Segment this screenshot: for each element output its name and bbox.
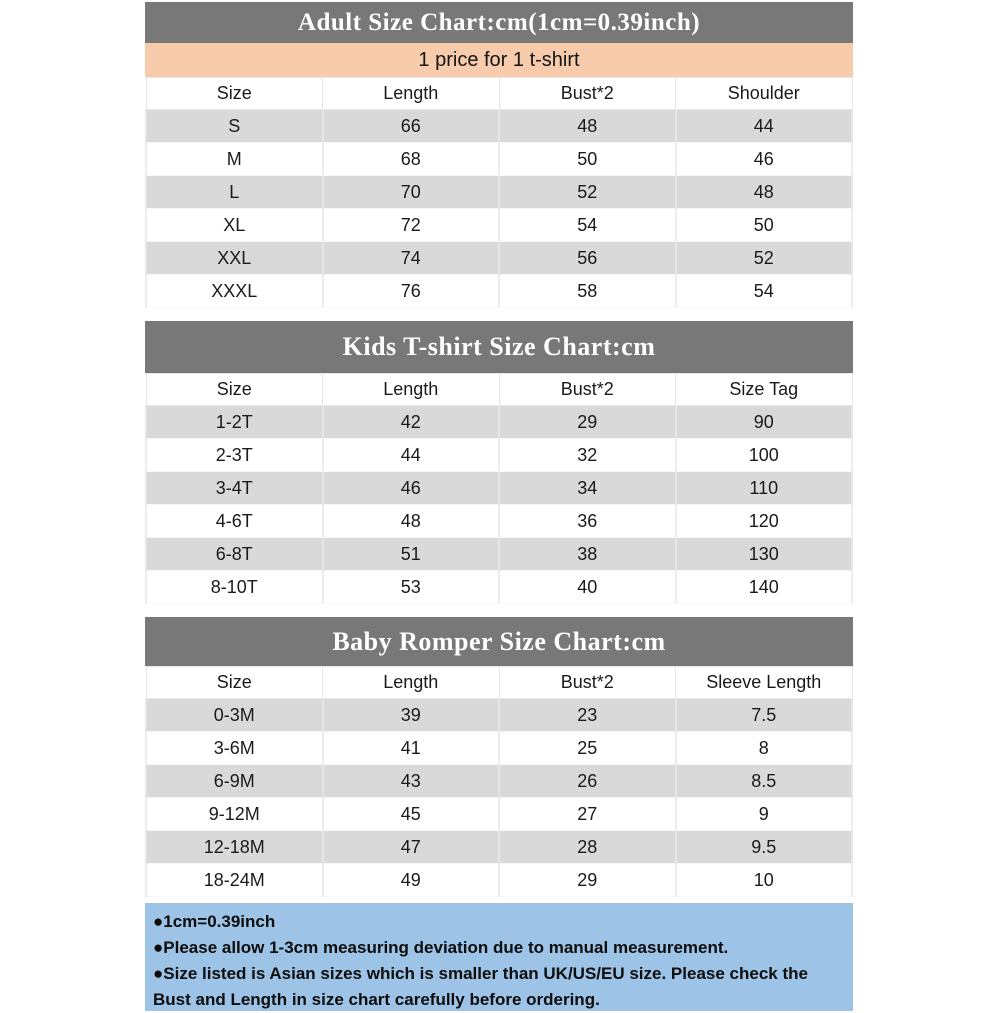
- column-header-row: [146, 374, 852, 406]
- table-row: [146, 472, 852, 505]
- measurement-cell: 8.5: [676, 765, 853, 798]
- measurement-cell: 58: [499, 275, 676, 308]
- measurement-cell: 51: [323, 538, 500, 571]
- measurement-cell: 44: [323, 439, 500, 472]
- baby-size-table: [145, 666, 853, 897]
- table-row: [146, 143, 852, 176]
- price-banner: 1 price for 1 t-shirt: [145, 43, 853, 77]
- size-label-cell: XL: [146, 209, 323, 242]
- measurement-cell: 46: [323, 472, 500, 505]
- section-adult-size-chart: [145, 2, 853, 308]
- table-row: [146, 765, 852, 798]
- measurement-cell: 56: [499, 242, 676, 275]
- size-label-cell: 6-9M: [146, 765, 323, 798]
- table-row: [146, 864, 852, 897]
- measurement-cell: 140: [676, 571, 853, 604]
- measurement-cell: 44: [676, 110, 853, 143]
- measurement-cell: 54: [499, 209, 676, 242]
- measurement-cell: 27: [499, 798, 676, 831]
- measurement-cell: 36: [499, 505, 676, 538]
- measurement-cell: 28: [499, 831, 676, 864]
- measurement-cell: 90: [676, 406, 853, 439]
- measurement-notes-footer: [145, 903, 853, 1011]
- size-label-cell: XXXL: [146, 275, 323, 308]
- table-row: [146, 699, 852, 732]
- measurement-cell: 34: [499, 472, 676, 505]
- measurement-cell: 49: [323, 864, 500, 897]
- measurement-cell: 25: [499, 732, 676, 765]
- column-header: Shoulder: [676, 78, 853, 110]
- column-header: Size: [146, 667, 323, 699]
- measurement-cell: 26: [499, 765, 676, 798]
- measurement-cell: 48: [676, 176, 853, 209]
- measurement-cell: 72: [323, 209, 500, 242]
- footer-note: ●Size listed is Asian sizes which is smaller than UK/US/EU size. Please check the Bust and Length in size chart carefully before ordering.: [153, 964, 808, 1009]
- measurement-cell: 40: [499, 571, 676, 604]
- table-row: [146, 242, 852, 275]
- size-label-cell: 12-18M: [146, 831, 323, 864]
- column-header: Size: [146, 374, 323, 406]
- table-row: [146, 176, 852, 209]
- column-header-row: [146, 78, 852, 110]
- measurement-cell: 39: [323, 699, 500, 732]
- table-row: [146, 110, 852, 143]
- column-header-row: [146, 667, 852, 699]
- measurement-cell: 32: [499, 439, 676, 472]
- measurement-cell: 23: [499, 699, 676, 732]
- table-row: [146, 275, 852, 308]
- section-baby-size-chart: [145, 617, 853, 897]
- measurement-cell: 10: [676, 864, 853, 897]
- measurement-cell: 70: [323, 176, 500, 209]
- measurement-cell: 47: [323, 831, 500, 864]
- measurement-cell: 52: [499, 176, 676, 209]
- size-label-cell: 1-2T: [146, 406, 323, 439]
- measurement-cell: 43: [323, 765, 500, 798]
- size-label-cell: 9-12M: [146, 798, 323, 831]
- table-row: [146, 505, 852, 538]
- table-row: [146, 406, 852, 439]
- measurement-cell: 29: [499, 864, 676, 897]
- measurement-cell: 110: [676, 472, 853, 505]
- measurement-cell: 54: [676, 275, 853, 308]
- size-label-cell: XXL: [146, 242, 323, 275]
- size-label-cell: L: [146, 176, 323, 209]
- footer-note: ●Please allow 1-3cm measuring deviation due to manual measurement.: [153, 938, 729, 957]
- measurement-cell: 41: [323, 732, 500, 765]
- measurement-cell: 48: [323, 505, 500, 538]
- measurement-cell: 9.5: [676, 831, 853, 864]
- size-label-cell: 3-6M: [146, 732, 323, 765]
- column-header: Length: [323, 374, 500, 406]
- measurement-cell: 8: [676, 732, 853, 765]
- measurement-cell: 50: [499, 143, 676, 176]
- adult-chart-title: Adult Size Chart:cm(1cm=0.39inch): [145, 2, 853, 43]
- measurement-cell: 52: [676, 242, 853, 275]
- measurement-cell: 38: [499, 538, 676, 571]
- column-header: Bust*2: [499, 374, 676, 406]
- size-label-cell: S: [146, 110, 323, 143]
- footer-note: ●1cm=0.39inch: [153, 912, 276, 931]
- baby-chart-title: Baby Romper Size Chart:cm: [145, 617, 853, 666]
- measurement-cell: 45: [323, 798, 500, 831]
- measurement-cell: 76: [323, 275, 500, 308]
- column-header: Size: [146, 78, 323, 110]
- measurement-cell: 53: [323, 571, 500, 604]
- size-label-cell: 18-24M: [146, 864, 323, 897]
- measurement-cell: 42: [323, 406, 500, 439]
- measurement-cell: 130: [676, 538, 853, 571]
- table-row: [146, 798, 852, 831]
- measurement-cell: 120: [676, 505, 853, 538]
- column-header: Size Tag: [676, 374, 853, 406]
- size-chart-document: [145, 2, 853, 1011]
- table-row: [146, 538, 852, 571]
- measurement-cell: 50: [676, 209, 853, 242]
- measurement-cell: 29: [499, 406, 676, 439]
- column-header: Sleeve Length: [676, 667, 853, 699]
- measurement-cell: 7.5: [676, 699, 853, 732]
- size-label-cell: 0-3M: [146, 699, 323, 732]
- column-header: Bust*2: [499, 667, 676, 699]
- measurement-cell: 48: [499, 110, 676, 143]
- size-label-cell: 8-10T: [146, 571, 323, 604]
- column-header: Length: [323, 667, 500, 699]
- kids-size-table: [145, 373, 853, 604]
- table-row: [146, 571, 852, 604]
- size-label-cell: 3-4T: [146, 472, 323, 505]
- table-row: [146, 209, 852, 242]
- column-header: Length: [323, 78, 500, 110]
- column-header: Bust*2: [499, 78, 676, 110]
- section-kids-size-chart: [145, 321, 853, 604]
- measurement-cell: 74: [323, 242, 500, 275]
- measurement-cell: 46: [676, 143, 853, 176]
- size-label-cell: 6-8T: [146, 538, 323, 571]
- kids-chart-title: Kids T-shirt Size Chart:cm: [145, 321, 853, 373]
- table-row: [146, 831, 852, 864]
- size-label-cell: 2-3T: [146, 439, 323, 472]
- measurement-cell: 100: [676, 439, 853, 472]
- size-label-cell: 4-6T: [146, 505, 323, 538]
- table-row: [146, 439, 852, 472]
- size-label-cell: M: [146, 143, 323, 176]
- measurement-cell: 68: [323, 143, 500, 176]
- adult-size-table: [145, 77, 853, 308]
- measurement-cell: 9: [676, 798, 853, 831]
- table-row: [146, 732, 852, 765]
- measurement-cell: 66: [323, 110, 500, 143]
